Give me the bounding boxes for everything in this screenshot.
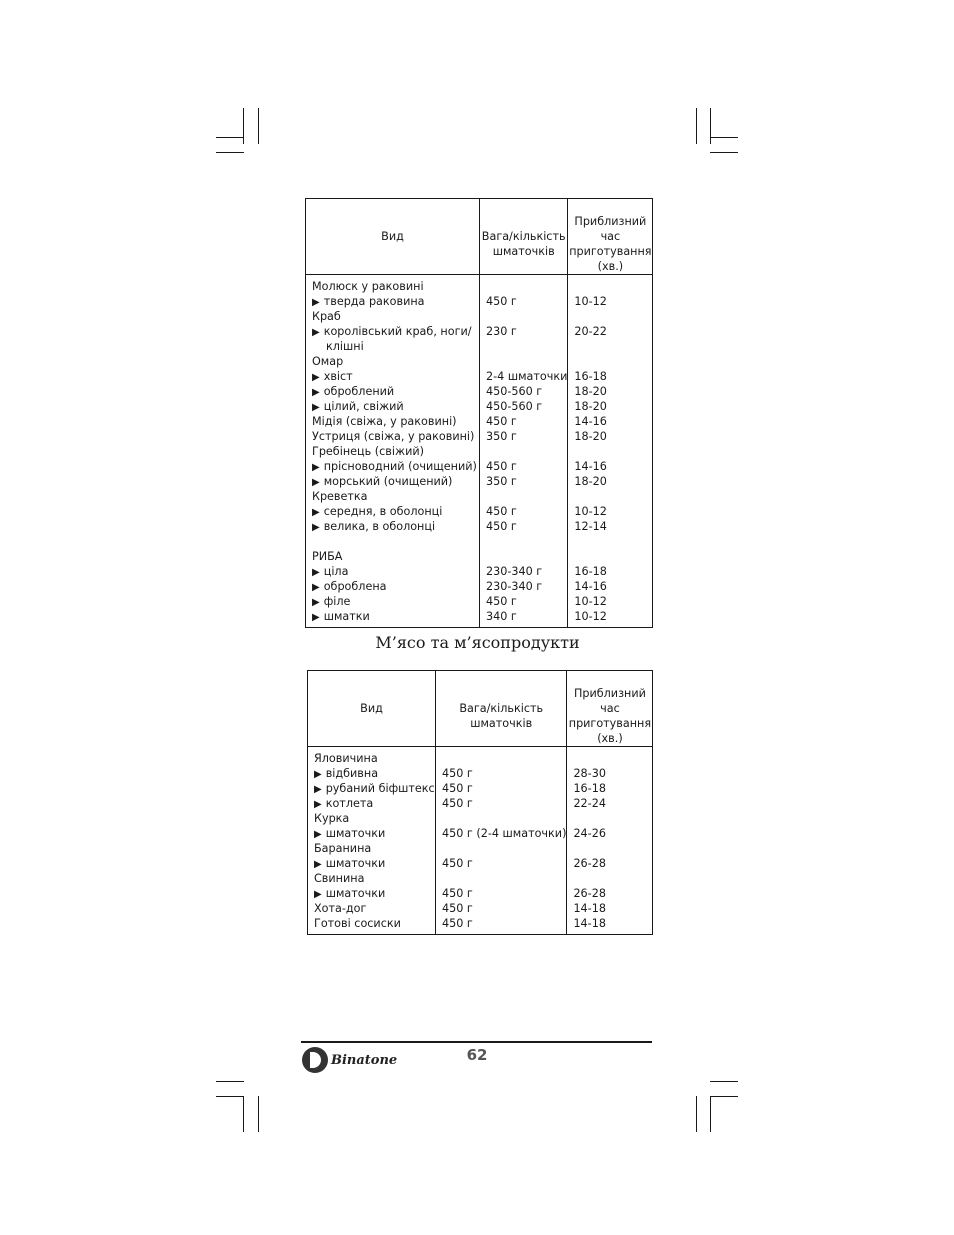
triangle-right-icon: ▶	[314, 784, 322, 795]
row-time: 10-12	[574, 505, 607, 518]
row-name	[312, 354, 479, 369]
crop-mark	[710, 108, 711, 144]
row-name	[312, 294, 479, 309]
row-name	[312, 324, 479, 339]
crop-mark	[216, 1096, 244, 1097]
row-weight: 350 г	[486, 430, 517, 443]
crop-mark	[710, 1096, 738, 1097]
header-weight-label: Вага/кількість шматочків	[481, 230, 566, 258]
row-name-text: Свинина	[314, 872, 365, 885]
row-name-text: РИБА	[312, 550, 343, 563]
row-name	[312, 534, 479, 549]
row-weight	[486, 444, 567, 459]
row-weight: 450 г	[442, 767, 473, 780]
triangle-right-icon: ▶	[312, 582, 320, 593]
row-time: 16-18	[574, 370, 607, 383]
triangle-right-icon: ▶	[312, 387, 320, 398]
section-title: М’ясо та м’ясопродукти	[375, 633, 580, 652]
triangle-right-icon: ▶	[314, 799, 322, 810]
row-name	[312, 459, 479, 474]
row-name	[312, 549, 479, 564]
row-name	[312, 564, 479, 579]
row-time: 14-18	[573, 902, 606, 915]
row-weight: 230 г	[486, 325, 517, 338]
row-name-text: велика, в оболонці	[323, 520, 436, 533]
crop-mark	[710, 1081, 738, 1082]
row-name-text: Курка	[314, 812, 350, 825]
row-time: 28-30	[573, 767, 606, 780]
row-weight	[486, 534, 567, 549]
row-name	[312, 309, 479, 324]
triangle-right-icon: ▶	[312, 567, 320, 578]
crop-mark	[216, 152, 244, 153]
row-name-text: котлета	[325, 797, 374, 810]
row-name-text: Баранина	[314, 842, 372, 855]
row-name	[314, 916, 435, 931]
binatone-logo-icon	[302, 1047, 328, 1073]
header-time-label: Приблизний час приготування (хв.)	[569, 215, 652, 273]
row-name-text: Яловичина	[314, 752, 378, 765]
row-name	[312, 504, 479, 519]
row-weight: 340 г	[486, 610, 517, 623]
row-time: 18-20	[574, 430, 607, 443]
brand-logo	[302, 1047, 397, 1073]
row-time	[574, 489, 652, 504]
triangle-right-icon: ▶	[312, 402, 320, 413]
header-type-label: Вид	[381, 230, 404, 243]
row-name-text: Хота-дог	[314, 902, 367, 915]
row-weight: 450-560 г	[486, 400, 543, 413]
triangle-right-icon: ▶	[312, 612, 320, 623]
row-name	[314, 826, 435, 841]
row-name	[314, 886, 435, 901]
row-name	[314, 901, 435, 916]
triangle-right-icon: ▶	[314, 769, 322, 780]
row-name-text: хвіст	[323, 370, 353, 383]
crop-mark	[258, 108, 259, 144]
row-weight: 450 г (2-4 шматочки)	[442, 827, 567, 840]
row-name	[314, 871, 435, 886]
triangle-right-icon: ▶	[314, 859, 322, 870]
row-weight	[486, 489, 567, 504]
row-name-text: Молюск у раковині	[312, 280, 424, 293]
weight-column	[436, 747, 567, 935]
row-weight	[442, 811, 566, 826]
row-weight: 450 г	[442, 917, 473, 930]
row-time: 10-12	[574, 295, 607, 308]
row-name	[312, 594, 479, 609]
row-name-text: оброблений	[323, 385, 395, 398]
row-time: 18-20	[574, 385, 607, 398]
triangle-right-icon: ▶	[312, 372, 320, 383]
row-name-text: королівський краб, ноги/	[323, 325, 472, 338]
row-weight: 450 г	[442, 902, 473, 915]
triangle-right-icon: ▶	[312, 327, 320, 338]
row-name	[314, 781, 435, 796]
row-name	[314, 751, 435, 766]
row-name-text: прісноводний (очищений)	[323, 460, 477, 473]
row-weight: 450 г	[442, 782, 473, 795]
row-name-text: відбивна	[325, 767, 379, 780]
row-time	[574, 549, 652, 564]
row-name-text: шматочки	[325, 827, 386, 840]
crop-mark	[216, 137, 244, 138]
row-weight	[486, 354, 567, 369]
triangle-right-icon: ▶	[312, 507, 320, 518]
row-name-text: Готові сосиски	[314, 917, 401, 930]
row-name	[312, 399, 479, 414]
row-name-text: оброблена	[323, 580, 387, 593]
row-time: 14-18	[573, 917, 606, 930]
time-column	[567, 747, 653, 935]
crop-mark	[696, 1096, 697, 1132]
row-name-text: середня, в оболонці	[323, 505, 443, 518]
header-type	[306, 199, 480, 275]
row-name	[314, 856, 435, 871]
row-name-text: шматочки	[325, 857, 386, 870]
row-weight	[442, 841, 566, 856]
row-time: 10-12	[574, 610, 607, 623]
row-name	[312, 339, 479, 354]
row-time: 10-12	[574, 595, 607, 608]
row-name-text: Краб	[312, 310, 341, 323]
table-body-row	[306, 275, 653, 628]
row-weight: 450-560 г	[486, 385, 543, 398]
row-weight	[442, 751, 566, 766]
row-name	[312, 279, 479, 294]
row-name-text: морський (очищений)	[323, 475, 453, 488]
type-column	[308, 747, 436, 935]
crop-mark	[243, 1096, 244, 1132]
row-weight: 230-340 г	[486, 580, 543, 593]
triangle-right-icon: ▶	[312, 597, 320, 608]
brand-name: Binatone	[331, 1052, 398, 1068]
row-weight: 450 г	[486, 520, 517, 533]
row-weight: 450 г	[442, 857, 473, 870]
row-name-text: Омар	[312, 355, 344, 368]
header-weight	[436, 671, 567, 747]
row-weight: 450 г	[442, 887, 473, 900]
row-time	[574, 444, 652, 459]
row-time: 24-26	[573, 827, 606, 840]
row-time	[574, 279, 652, 294]
row-time	[573, 841, 652, 856]
header-type	[308, 671, 436, 747]
row-time: 18-20	[574, 400, 607, 413]
row-name	[312, 384, 479, 399]
crop-mark	[243, 108, 244, 144]
row-time: 16-18	[573, 782, 606, 795]
row-name	[312, 609, 479, 624]
row-name-text: Гребінець (свіжий)	[312, 445, 424, 458]
header-type-label: Вид	[360, 702, 383, 715]
row-name	[312, 429, 479, 444]
row-time	[574, 309, 652, 324]
row-name-text: ціла	[323, 565, 349, 578]
row-name	[312, 579, 479, 594]
row-time: 26-28	[573, 887, 606, 900]
crop-mark	[710, 1096, 711, 1132]
triangle-right-icon: ▶	[314, 829, 322, 840]
row-name	[314, 796, 435, 811]
triangle-right-icon: ▶	[312, 522, 320, 533]
row-weight: 450 г	[486, 415, 517, 428]
row-name	[314, 811, 435, 826]
row-weight	[486, 339, 567, 354]
crop-mark	[710, 152, 738, 153]
row-time	[573, 811, 652, 826]
triangle-right-icon: ▶	[312, 477, 320, 488]
table-header-row	[308, 671, 653, 747]
row-weight: 450 г	[486, 595, 517, 608]
table-header-row	[306, 199, 653, 275]
row-time: 14-16	[574, 460, 607, 473]
row-name-text: філе	[323, 595, 351, 608]
row-time	[573, 751, 652, 766]
row-weight: 450 г	[486, 295, 517, 308]
row-weight: 450 г	[486, 460, 517, 473]
row-time: 18-20	[574, 475, 607, 488]
row-time: 22-24	[573, 797, 606, 810]
row-name	[312, 369, 479, 384]
crop-mark	[696, 108, 697, 144]
row-name	[312, 444, 479, 459]
row-name-text: Мідія (свіжа, у раковині)	[312, 415, 457, 428]
seafood-cooking-table	[305, 198, 653, 628]
header-time	[568, 199, 653, 275]
header-time	[567, 671, 653, 747]
crop-mark	[710, 137, 738, 138]
row-name-text: цілий, свіжий	[323, 400, 404, 413]
row-time: 14-16	[574, 580, 607, 593]
row-time: 16-18	[574, 565, 607, 578]
time-column	[568, 275, 653, 628]
crop-mark	[258, 1096, 259, 1132]
row-name-text: рубаний біфштекс	[325, 782, 435, 795]
row-name-text: шматочки	[325, 887, 386, 900]
row-weight: 450 г	[486, 505, 517, 518]
row-weight: 2-4 шматочки	[486, 370, 568, 383]
weight-column	[480, 275, 568, 628]
row-time	[574, 339, 652, 354]
triangle-right-icon: ▶	[312, 297, 320, 308]
row-weight: 450 г	[442, 797, 473, 810]
row-time	[573, 871, 652, 886]
row-name	[312, 489, 479, 504]
row-time: 26-28	[573, 857, 606, 870]
row-name-text: клішні	[326, 340, 364, 353]
row-name-text: тверда раковина	[323, 295, 425, 308]
row-time: 14-16	[574, 415, 607, 428]
row-name	[312, 519, 479, 534]
row-name-text: Креветка	[312, 490, 368, 503]
row-name-text: Устриця (свіжа, у раковині)	[312, 430, 475, 443]
row-name	[312, 414, 479, 429]
header-weight	[480, 199, 568, 275]
meat-cooking-table	[307, 670, 653, 935]
triangle-right-icon: ▶	[314, 889, 322, 900]
row-time: 20-22	[574, 325, 607, 338]
row-name	[312, 474, 479, 489]
page-number: 62	[466, 1046, 488, 1064]
row-weight	[486, 309, 567, 324]
row-time	[574, 534, 652, 549]
footer-rule	[301, 1041, 652, 1043]
header-time-label: Приблизний час приготування (хв.)	[568, 687, 652, 745]
row-weight	[442, 871, 566, 886]
row-time: 12-14	[574, 520, 607, 533]
row-time	[574, 354, 652, 369]
row-weight: 350 г	[486, 475, 517, 488]
row-weight	[486, 279, 567, 294]
row-weight: 230-340 г	[486, 565, 543, 578]
row-name	[314, 766, 435, 781]
row-weight	[486, 549, 567, 564]
row-name-text: шматки	[323, 610, 370, 623]
row-name	[314, 841, 435, 856]
triangle-right-icon: ▶	[312, 462, 320, 473]
crop-mark	[216, 1081, 244, 1082]
type-column	[306, 275, 480, 628]
header-weight-label: Вага/кількість шматочків	[459, 702, 544, 730]
table-body-row	[308, 747, 653, 935]
